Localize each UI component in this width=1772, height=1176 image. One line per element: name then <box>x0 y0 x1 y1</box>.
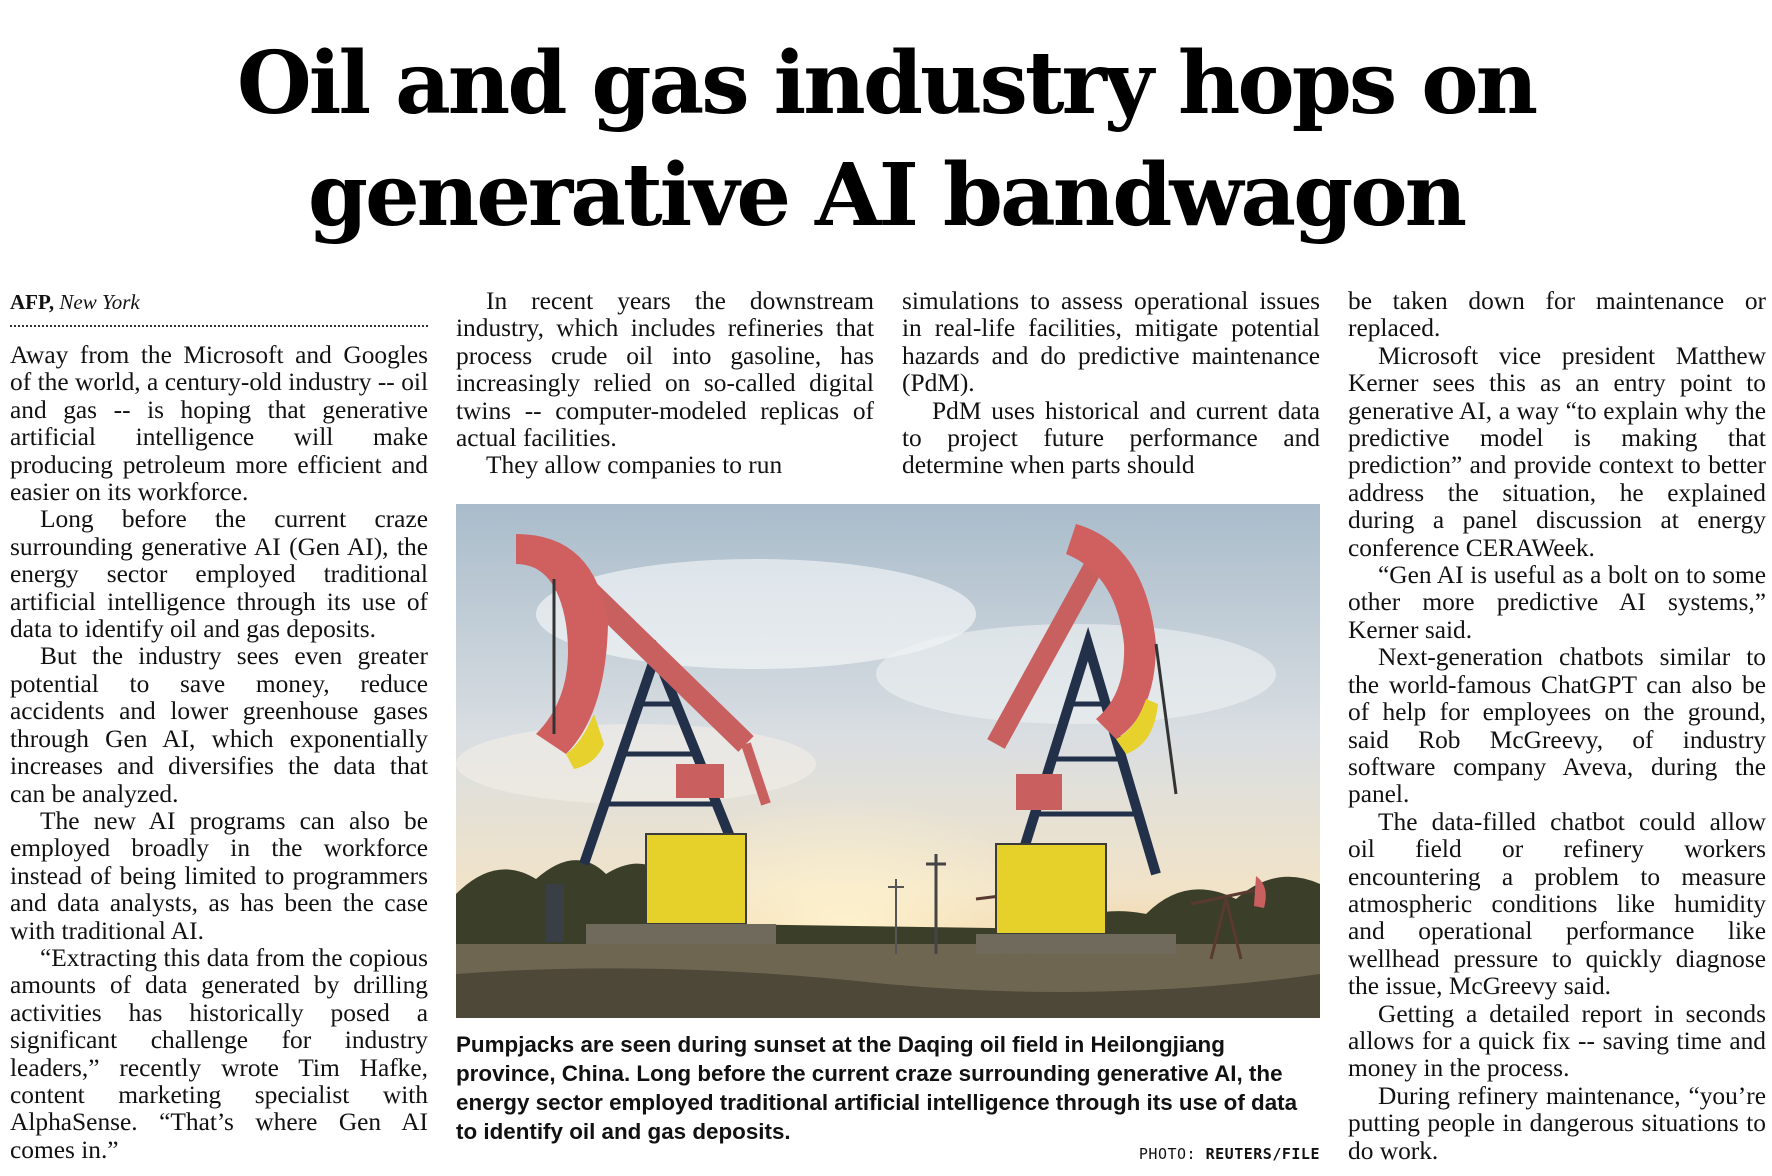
paragraph: PdM uses historical and current data to project future performance and determine when parts should <box>902 396 1320 480</box>
dateline-agency: AFP, <box>10 290 55 314</box>
paragraph: They allow companies to run <box>486 451 783 480</box>
headline-line-1: Oil and gas industry hops on <box>236 33 1536 134</box>
paragraph: “Extracting this data from the copious amounts of data generated by drilling activities has historically posed a significant challenge for industry leaders,” recently wrote Tim Hafke, content marketing specialist with AlphaSense. “That’s where Gen AI comes in.” <box>10 943 428 1164</box>
paragraph: But the industry sees even greater potential to save money, reduce accidents and lower greenhouse gases through Gen AI, which exponentially increases and diversifies the data that can be analyzed. <box>10 642 428 808</box>
article-column-2 <box>456 288 874 480</box>
paragraph: Next-generation chatbots similar to the world-famous ChatGPT can also be of help for employees on the ground, said Rob McGreevy, of industry software company Aveva, during the panel. <box>1348 643 1766 809</box>
photo-credit-source: REUTERS/FILE <box>1205 1145 1320 1163</box>
paragraph: Getting a detailed report in seconds allows for a quick fix -- saving time and money in the process. <box>1348 999 1766 1083</box>
pumpjack-photo <box>456 504 1320 1018</box>
article-column-4 <box>1348 288 1766 1165</box>
paragraph: Long before the current craze surrounding generative AI (Gen AI), the energy sector employed traditional artificial intelligence through its use of data to identify oil and gas deposits. <box>10 505 428 644</box>
paragraph: During refinery maintenance, “you’re putting people in dangerous situations to do work. <box>1348 1081 1766 1165</box>
headline-line-2: generative AI bandwagon <box>307 145 1465 246</box>
photo-credit-prefix: PHOTO: <box>1138 1145 1197 1163</box>
paragraph: The data-filled chatbot could allow oil field or refinery workers encountering a problem to measure atmospheric conditions like humidity and operational performance like wellhead pressure to quickly diagnose the issue, McGreevy said. <box>1348 807 1766 1001</box>
headline <box>0 28 1772 252</box>
paragraph: Away from the Microsoft and Googles of the world, a century-old industry -- oil and gas -- is hoping that generative artificial intelligence will make producing petroleum more efficient and easier on its workforce. <box>10 341 428 507</box>
dateline <box>10 290 428 327</box>
paragraph: In recent years the downstream industry, which includes refineries that process crude oil into gasoline, has increasingly relied on so-called digital twins -- computer-modeled replicas of actual facilities. <box>456 287 874 453</box>
photo-credit <box>1100 1145 1320 1163</box>
paragraph: The new AI programs can also be employed broadly in the workforce instead of being limited to programmers and data analysts, as has been the case with traditional AI. <box>10 806 428 945</box>
article-column-1 <box>10 342 428 1164</box>
paragraph: Microsoft vice president Matthew Kerner sees this as an entry point to generative AI, a way “to explain why the predictive model is making that prediction” and provide context to better address the situation, he explained during a panel discussion at energy conference CERAWeek. <box>1348 341 1766 562</box>
pumpjack-illustration <box>456 504 1320 1018</box>
paragraph: be taken down for maintenance or replaced. <box>1348 287 1766 343</box>
paragraph: “Gen AI is useful as a bolt on to some other more predictive AI systems,” Kerner said. <box>1348 561 1766 644</box>
photo-caption: Pumpjacks are seen during sunset at the Daqing oil field in Heilongjiang province, China. Long before the current craze surrounding generative AI, the energy sector employed traditional artificial intelligence through its use of data to identify oil and gas deposits. <box>456 1032 1298 1144</box>
dateline-place: New York <box>59 290 140 314</box>
article-column-3 <box>902 288 1320 480</box>
paragraph: simulations to assess operational issues in real-life facilities, mitigate potential hazards and do predictive maintenance (PdM). <box>902 287 1320 398</box>
